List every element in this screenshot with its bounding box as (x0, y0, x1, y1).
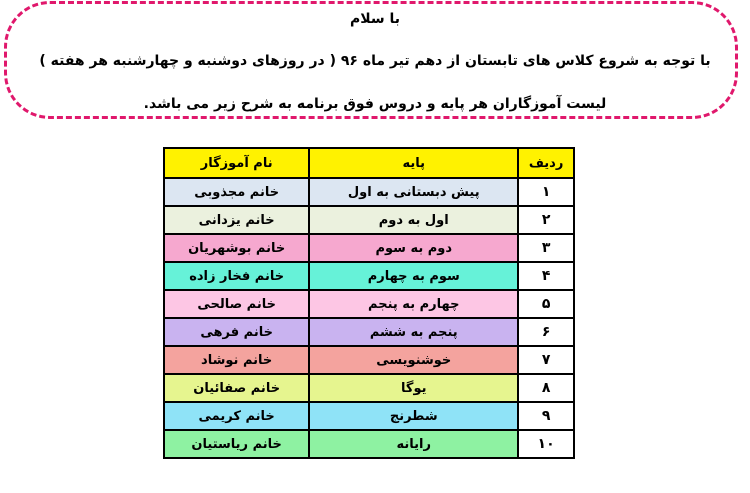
row-teacher: خانم کریمی (164, 402, 309, 430)
row-index: ۱۰ (518, 430, 574, 458)
row-index: ۶ (518, 318, 574, 346)
table-row (164, 346, 574, 374)
row-teacher: خانم یزدانی (164, 206, 309, 234)
row-teacher: خانم صفائیان (164, 374, 309, 402)
row-grade: رایانه (309, 430, 518, 458)
row-teacher: خانم بوشهریان (164, 234, 309, 262)
notice-line-list-intro: لیست آموزگاران هر پایه و دروس فوق برنامه به شرح زیر می باشد. (143, 96, 607, 112)
row-grade: پیش دبستانی به اول (309, 178, 518, 206)
table-row (164, 234, 574, 262)
row-teacher: خانم مجذوبی (164, 178, 309, 206)
row-grade: یوگا (309, 374, 518, 402)
row-grade: اول به دوم (309, 206, 518, 234)
table-row (164, 262, 574, 290)
header-index: ردیف (518, 148, 574, 178)
notice-line-start-date: با توجه به شروع کلاس های تابستان از دهم تیر ماه ۹۶ ( در روزهای دوشنبه و چهارشنبه هر هفته ) (39, 53, 711, 69)
row-index: ۹ (518, 402, 574, 430)
row-grade: شطرنج (309, 402, 518, 430)
row-grade: پنجم به ششم (309, 318, 518, 346)
header-grade: پایه (309, 148, 518, 178)
row-grade: سوم به چهارم (309, 262, 518, 290)
teacher-schedule-table (163, 147, 575, 459)
row-teacher: خانم ریاستیان (164, 430, 309, 458)
row-grade: چهارم به پنجم (309, 290, 518, 318)
row-index: ۲ (518, 206, 574, 234)
row-grade: خوشنویسی (309, 346, 518, 374)
row-grade: دوم به سوم (309, 234, 518, 262)
table-row (164, 290, 574, 318)
table-header-row (164, 148, 574, 178)
table-row (164, 402, 574, 430)
table-row (164, 318, 574, 346)
row-index: ۴ (518, 262, 574, 290)
row-teacher: خانم نوشاد (164, 346, 309, 374)
table-row (164, 178, 574, 206)
row-teacher: خانم صالحی (164, 290, 309, 318)
row-index: ۸ (518, 374, 574, 402)
row-teacher: خانم فخار زاده (164, 262, 309, 290)
row-index: ۷ (518, 346, 574, 374)
row-index: ۳ (518, 234, 574, 262)
table-row (164, 430, 574, 458)
table-row (164, 206, 574, 234)
row-teacher: خانم فرهی (164, 318, 309, 346)
header-teacher: نام آموزگار (164, 148, 309, 178)
table-row (164, 374, 574, 402)
row-index: ۵ (518, 290, 574, 318)
notice-greeting: با سلام (349, 11, 401, 27)
row-index: ۱ (518, 178, 574, 206)
